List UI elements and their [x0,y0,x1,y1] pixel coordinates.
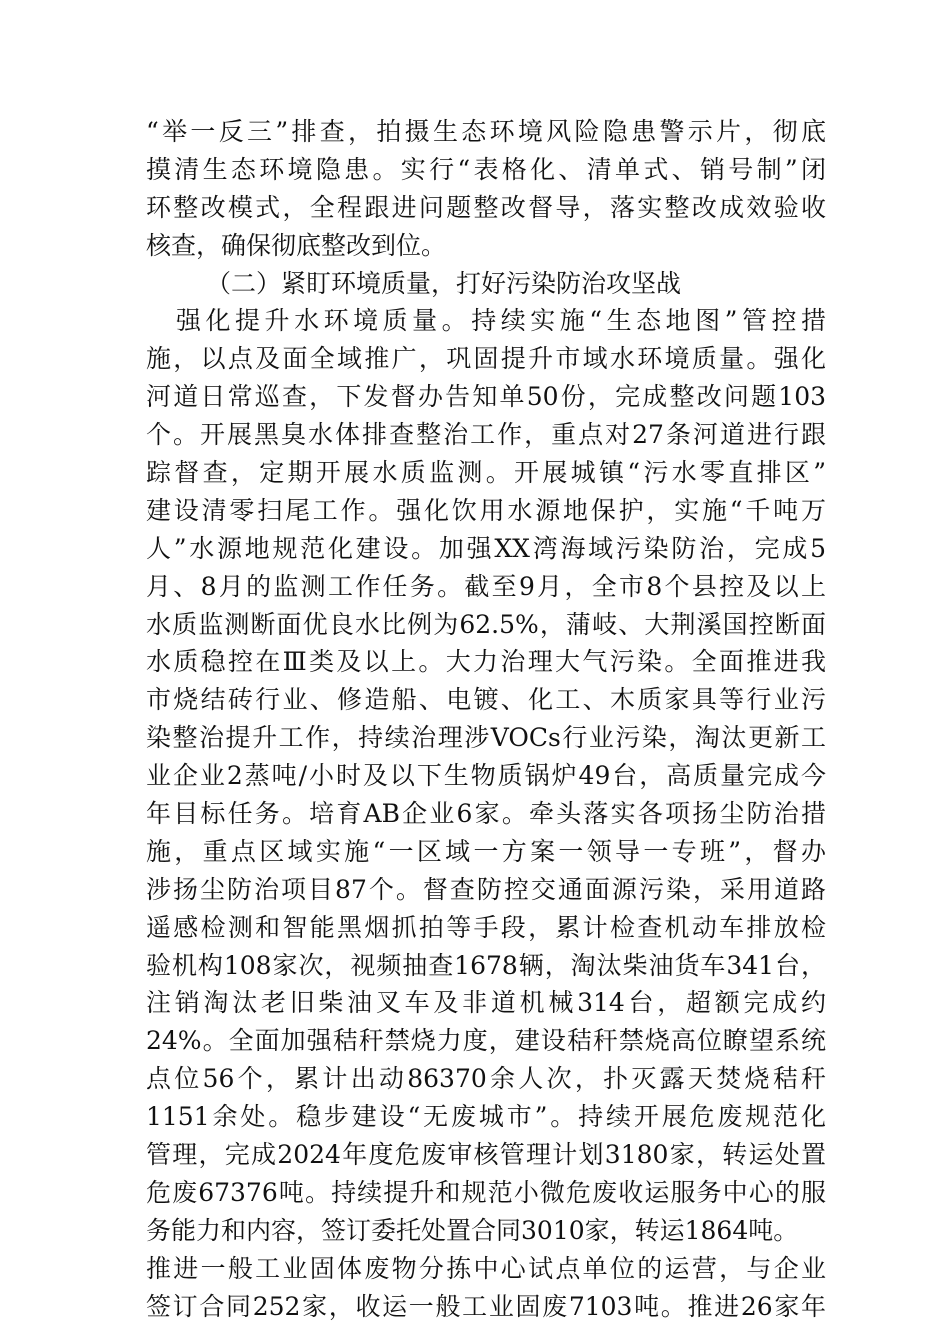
text-line: 摸清生态环境隐患。实行“表格化、清单式、销号制”闭 [146,154,826,184]
text-line: 市烧结砖行业、修造船、电镀、化工、木质家具等行业污 [146,685,826,715]
text-line: 危废67376吨。持续提升和规范小微危废收运服务中心的服 [146,1177,826,1207]
text-line: 施，以点及面全域推广，巩固提升市域水环境质量。强化 [146,344,826,374]
text-line: 个。开展黑臭水体排查整治工作，重点对27条河道进行跟 [146,420,826,450]
text-line: 涉扬尘防治项目87个。督查防控交通面源污染，采用道路 [146,874,826,904]
text-line: 河道日常巡查，下发督办告知单50份，完成整改问题103 [146,382,826,412]
text-line: 1151余处。稳步建设“无废城市”。持续开展危废规范化 [146,1102,826,1132]
text-line: 遥感检测和智能黑烟抓拍等手段，累计检查机动车排放检 [146,912,826,942]
text-line: 年目标任务。培育AB企业6家。牵头落实各项扬尘防治措 [146,799,826,829]
text-line: 施，重点区域实施“一区域一方案一领导一专班”，督办 [146,836,826,866]
body-text [146,113,826,1326]
text-line: 染整治提升工作，持续治理涉VOCs行业污染，淘汰更新工 [146,723,826,753]
text-line: 管理，完成2024年度危废审核管理计划3180家，转运处置 [146,1140,826,1170]
text-line: 水质稳控在Ⅲ类及以上。大力治理大气污染。全面推进我 [146,647,826,677]
text-line: 月、8月的监测工作任务。截至9月，全市8个县控及以上 [146,571,826,601]
paragraph-first-line: 强化提升水环境质量。持续实施“生态地图”管控措 [176,306,826,336]
text-line: 推进一般工业固体废物分拣中心试点单位的运营，与企业 [146,1253,826,1283]
text-line: 环整改模式，全程跟进问题整改督导，落实整改成效验收 [146,192,826,222]
text-line: 务能力和内容，签订委托处置合同3010家，转运1864吨。 [146,1215,799,1245]
text-line: 核查，确保彻底整改到位。 [146,230,447,260]
text-line: 签订合同252家，收运一般工业固废7103吨。推进26家年 [146,1291,826,1321]
text-line: 业企业2蒸吨/小时及以下生物质锅炉49台，高质量完成今 [146,761,826,791]
text-line: 踪督查，定期开展水质监测。开展城镇“污水零直排区” [146,458,826,488]
text-line: 建设清零扫尾工作。强化饮用水源地保护，实施“千吨万 [146,495,826,525]
text-line: 验机构108家次，视频抽查1678辆，淘汰柴油货车341台， [146,950,826,980]
text-line: 点位56个，累计出动86370余人次，扑灭露天焚烧秸秆 [146,1064,826,1094]
text-line: 人”水源地规范化建设。加强XX湾海域污染防治，完成5 [146,533,826,563]
text-line: 水质监测断面优良水比例为62.5%，蒲岐、大荆溪国控断面 [146,609,826,639]
text-line: 注销淘汰老旧柴油叉车及非道机械314台，超额完成约 [146,988,826,1018]
section-heading: （二）紧盯环境质量，打好污染防治攻坚战 [206,268,682,298]
text-line: 24%。全面加强秸秆禁烧力度，建设秸秆禁烧高位瞭望系统 [146,1026,826,1056]
text-line: “举一反三”排查，拍摄生态环境风险隐患警示片，彻底 [146,117,826,146]
